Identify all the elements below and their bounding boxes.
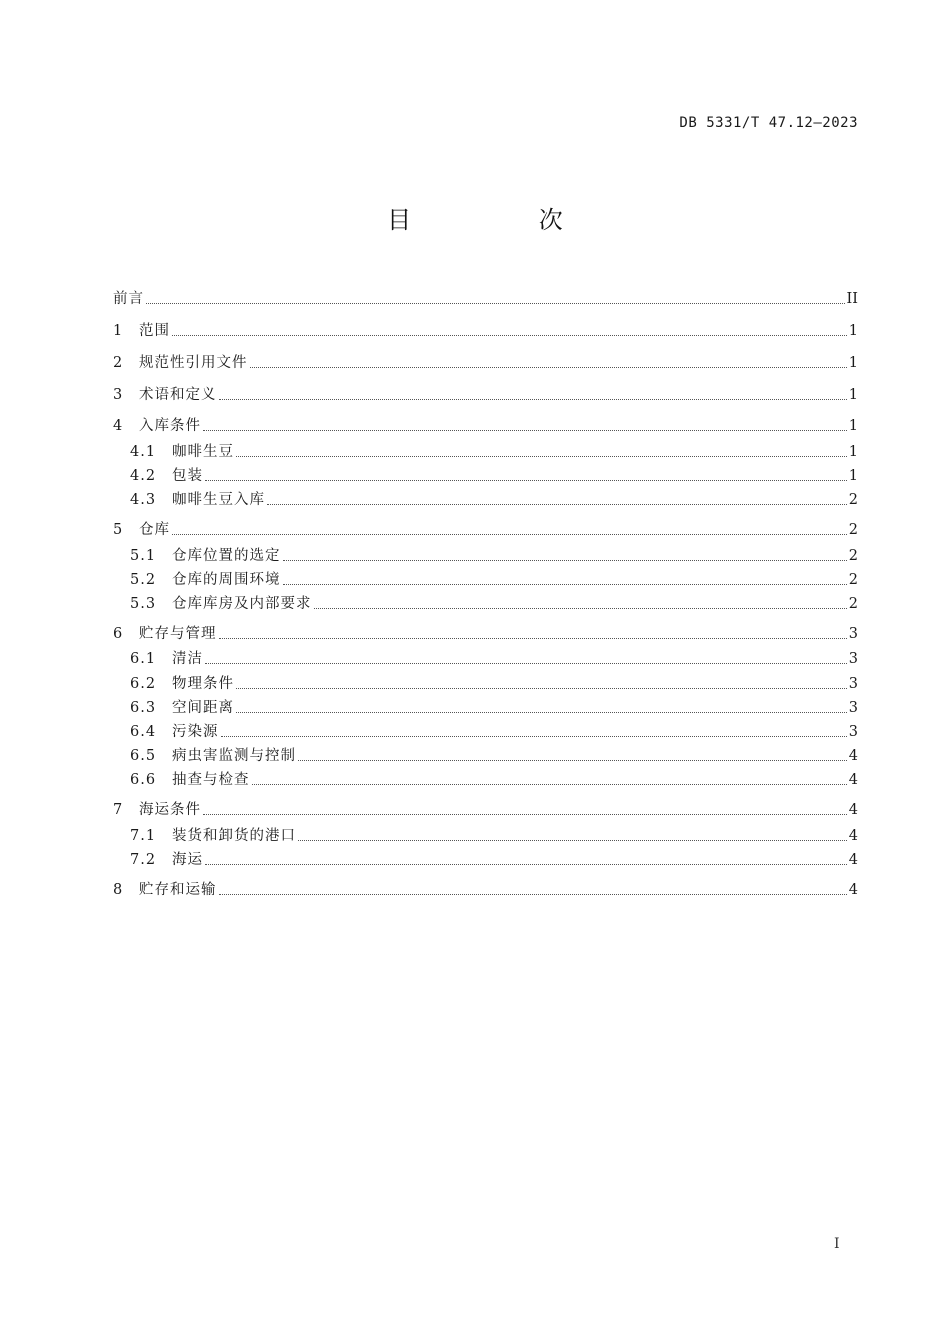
toc-page-number: 3 [848, 651, 858, 667]
toc-entry-number: 2 [113, 355, 123, 371]
toc-entry-4-2[interactable] [130, 466, 858, 486]
toc-dot-leader [205, 662, 847, 664]
toc-entry-text: 仓库库房及内部要求 [172, 596, 312, 612]
toc-entry-text: 前言 [113, 291, 144, 307]
toc-dot-leader [221, 735, 847, 737]
toc-dot-leader [236, 711, 847, 713]
toc-entry-7-1[interactable] [130, 826, 858, 846]
toc-entry-number: 7.1 [130, 828, 157, 844]
toc-page-number: 1 [848, 323, 858, 339]
toc-entry-2[interactable] [113, 353, 858, 373]
toc-entry-3[interactable] [113, 385, 858, 405]
toc-entry-4-1[interactable] [130, 442, 858, 462]
document-code: DB 5331/T 47.12—2023 [679, 115, 858, 131]
toc-entry-number: 6.5 [130, 748, 157, 764]
toc-entry-number: 3 [113, 387, 123, 403]
toc-page-number: 2 [848, 572, 858, 588]
toc-page-number: 1 [848, 468, 858, 484]
toc-entry-number: 4.3 [130, 492, 157, 508]
toc-entry-5-1[interactable] [130, 546, 858, 566]
toc-entry-number: 6.3 [130, 700, 157, 716]
toc-entry-7[interactable] [113, 800, 858, 820]
toc-page-number: 4 [848, 852, 858, 868]
page-number: I [834, 1236, 840, 1252]
toc-entry-text: 污染源 [172, 724, 219, 740]
toc-dot-leader [314, 607, 847, 609]
toc-entry-foreword[interactable] [113, 289, 858, 309]
toc-entry-number: 8 [113, 882, 123, 898]
toc-page-number: 3 [848, 724, 858, 740]
toc-dot-leader [219, 398, 847, 400]
toc-entry-text: 空间距离 [172, 700, 234, 716]
toc-entry-number: 7 [113, 802, 123, 818]
toc-entry-number: 6.4 [130, 724, 157, 740]
toc-entry-5-3[interactable] [130, 594, 858, 614]
toc-page-number: 4 [848, 882, 858, 898]
toc-entry-text: 包装 [172, 468, 203, 484]
toc-entry-8[interactable] [113, 880, 858, 900]
toc-entry-number: 6.1 [130, 651, 157, 667]
toc-page-number: 1 [848, 387, 858, 403]
page-title: 目 次 [387, 206, 623, 234]
toc-entry-6-3[interactable] [130, 698, 858, 718]
toc-entry-number: 5.1 [130, 548, 157, 564]
toc-dot-leader [283, 583, 847, 585]
toc-entry-4[interactable] [113, 416, 858, 436]
toc-entry-number: 5 [113, 522, 123, 538]
toc-page-number: 3 [848, 700, 858, 716]
toc-dot-leader [252, 783, 847, 785]
toc-dot-leader [219, 893, 847, 895]
toc-entry-number: 1 [113, 323, 123, 339]
toc-page-number: 2 [848, 522, 858, 538]
toc-dot-leader [205, 863, 847, 865]
toc-dot-leader [298, 839, 847, 841]
toc-entry-number: 6 [113, 626, 123, 642]
toc-entry-text: 清洁 [172, 651, 203, 667]
toc-entry-6-2[interactable] [130, 674, 858, 694]
toc-entry-6-5[interactable] [130, 746, 858, 766]
toc-entry-6-6[interactable] [130, 770, 858, 790]
toc-page-number: 1 [848, 418, 858, 434]
toc-entry-number: 7.2 [130, 852, 157, 868]
toc-entry-text: 仓库的周围环境 [172, 572, 281, 588]
toc-page-number: 4 [848, 828, 858, 844]
toc-entry-text: 规范性引用文件 [139, 355, 248, 371]
toc-entry-6[interactable] [113, 624, 858, 644]
toc-entry-text: 入库条件 [139, 418, 201, 434]
toc-dot-leader [205, 479, 847, 481]
toc-dot-leader [283, 559, 847, 561]
toc-dot-leader [203, 429, 847, 431]
toc-page-number: 1 [848, 444, 858, 460]
toc-page-number: 3 [848, 626, 858, 642]
toc-page-number: 4 [848, 772, 858, 788]
toc-entry-number: 4.2 [130, 468, 157, 484]
toc-entry-4-3[interactable] [130, 490, 858, 510]
toc-page-number: 4 [848, 748, 858, 764]
toc-page-number: 2 [848, 548, 858, 564]
toc-page-number: 3 [848, 676, 858, 692]
toc-entry-text: 范围 [139, 323, 170, 339]
toc-dot-leader [267, 503, 847, 505]
toc-entry-5[interactable] [113, 520, 858, 540]
toc-entry-text: 装货和卸货的港口 [172, 828, 296, 844]
toc-entry-text: 海运条件 [139, 802, 201, 818]
toc-entry-text: 病虫害监测与控制 [172, 748, 296, 764]
toc-entry-6-4[interactable] [130, 722, 858, 742]
toc-dot-leader [146, 302, 845, 304]
toc-dot-leader [250, 366, 847, 368]
toc-entry-number: 5.3 [130, 596, 157, 612]
toc-dot-leader [236, 455, 847, 457]
toc-dot-leader [172, 334, 847, 336]
toc-page-number: 1 [848, 355, 858, 371]
toc-entry-6-1[interactable] [130, 649, 858, 669]
toc-entry-number: 4 [113, 418, 123, 434]
toc-page-number: 2 [848, 596, 858, 612]
toc-entry-text: 贮存和运输 [139, 882, 217, 898]
toc-entry-text: 贮存与管理 [139, 626, 217, 642]
toc-entry-text: 物理条件 [172, 676, 234, 692]
toc-page-number: 2 [848, 492, 858, 508]
toc-page-number: 4 [848, 802, 858, 818]
toc-entry-text: 术语和定义 [139, 387, 217, 403]
toc-entry-text: 抽查与检查 [172, 772, 250, 788]
toc-page-number: II [846, 291, 858, 307]
toc-entry-text: 海运 [172, 852, 203, 868]
toc-entry-number: 4.1 [130, 444, 157, 460]
toc-entry-7-2[interactable] [130, 850, 858, 870]
toc-dot-leader [219, 637, 847, 639]
toc-entry-number: 6.6 [130, 772, 157, 788]
toc-dot-leader [203, 813, 847, 815]
toc-entry-text: 仓库 [139, 522, 170, 538]
toc-entry-1[interactable] [113, 321, 858, 341]
toc-entry-text: 咖啡生豆入库 [172, 492, 265, 508]
toc-dot-leader [298, 759, 847, 761]
toc-entry-number: 6.2 [130, 676, 157, 692]
toc-entry-text: 仓库位置的选定 [172, 548, 281, 564]
toc-entry-5-2[interactable] [130, 570, 858, 590]
toc-entry-number: 5.2 [130, 572, 157, 588]
toc-dot-leader [236, 687, 847, 689]
toc-entry-text: 咖啡生豆 [172, 444, 234, 460]
toc-dot-leader [172, 533, 847, 535]
